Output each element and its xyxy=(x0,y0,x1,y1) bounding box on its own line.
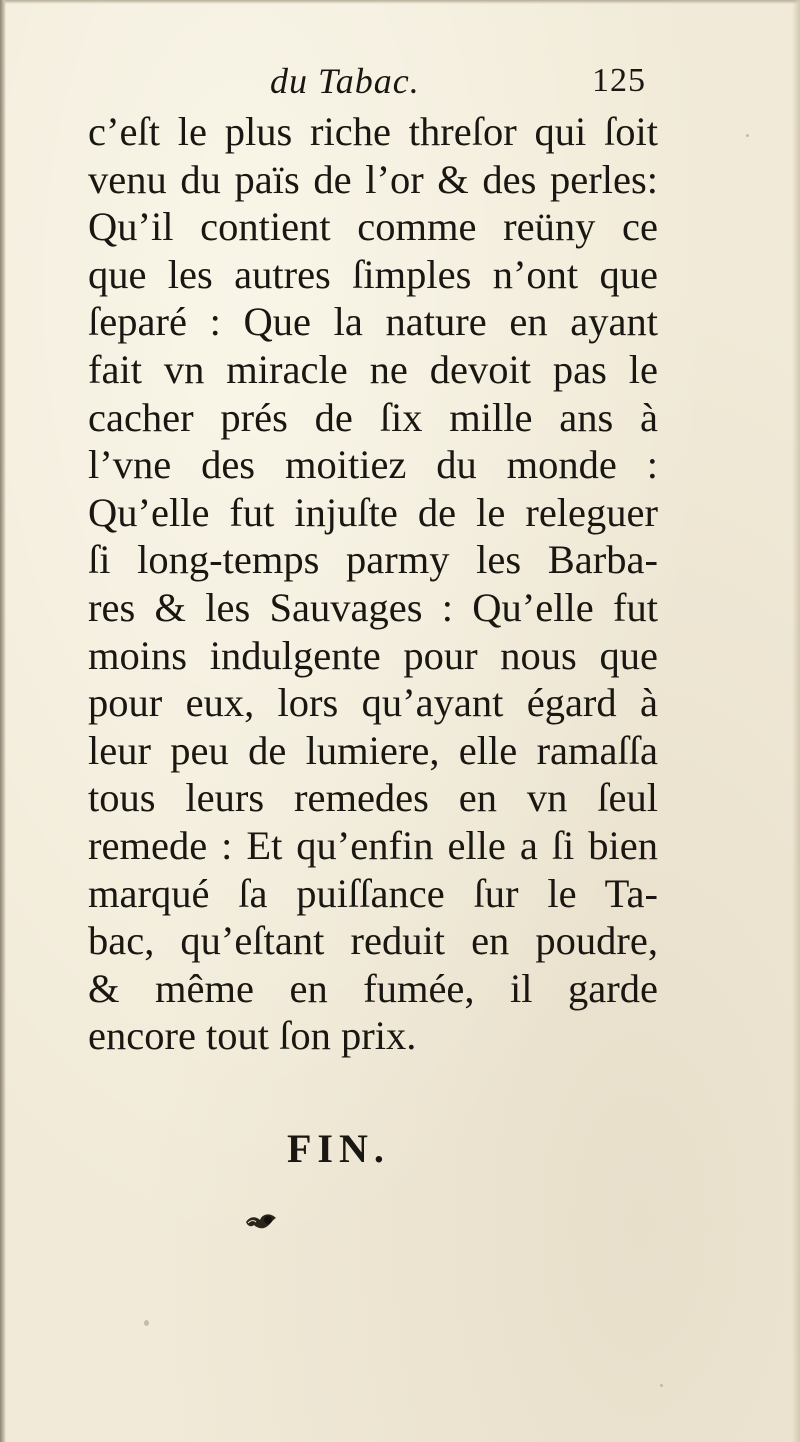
text-line: moins indulgente pour nous que xyxy=(88,632,658,678)
text-line: Qu’elle fut injuſte de le releguer xyxy=(88,489,658,535)
text-line: tous leurs remedes en vn ſeul xyxy=(88,775,658,821)
paper-speck xyxy=(144,1320,149,1326)
text-line: & même en fumée, il garde xyxy=(88,965,658,1011)
text-line: res & les Sauvages : Qu’elle fut xyxy=(88,584,658,630)
text-line: marqué ſa puiſſance ſur le Ta- xyxy=(88,870,658,916)
page-top-edge xyxy=(0,0,800,4)
text-line: leur peu de lumiere, elle ramaſſa xyxy=(88,727,658,773)
text-line: remede : Et qu’enfin elle a ſi bien xyxy=(88,822,658,868)
text-line: c’eſt le plus riche threſor qui ſoit xyxy=(88,109,658,154)
text-line: pour eux, lors qu’ayant égard à xyxy=(88,680,658,726)
text-line: ſeparé : Que la nature en ayant xyxy=(88,299,658,345)
page-number: 125 xyxy=(592,62,646,99)
body-text xyxy=(88,108,658,1060)
printers-fleuron-icon xyxy=(244,1208,278,1232)
page-left-edge xyxy=(0,0,6,1442)
text-line: fait vn miracle ne devoit pas le xyxy=(88,346,658,392)
text-line: l’vne des moitiez du monde : xyxy=(88,442,658,488)
page-right-edge xyxy=(792,0,800,1442)
text-line: Qu’il contient comme reüny ce xyxy=(88,204,658,250)
text-line: bac, qu’eſtant reduit en poudre, xyxy=(88,918,658,964)
running-head: du Tabac. xyxy=(270,61,420,101)
page-header xyxy=(90,60,656,110)
text-line: cacher prés de ſix mille ans à xyxy=(88,394,658,440)
end-mark: FIN. xyxy=(287,1126,390,1171)
paper-speck xyxy=(746,134,749,137)
text-line: ſi long-temps parmy les Barba- xyxy=(88,537,658,583)
paper-speck xyxy=(660,1384,663,1387)
text-line: que les autres ſimples n’ont que xyxy=(88,251,658,297)
text-line: encore tout ſon prix. xyxy=(88,1013,417,1059)
text-line: venu du païs de l’or & des perles: xyxy=(88,156,658,202)
